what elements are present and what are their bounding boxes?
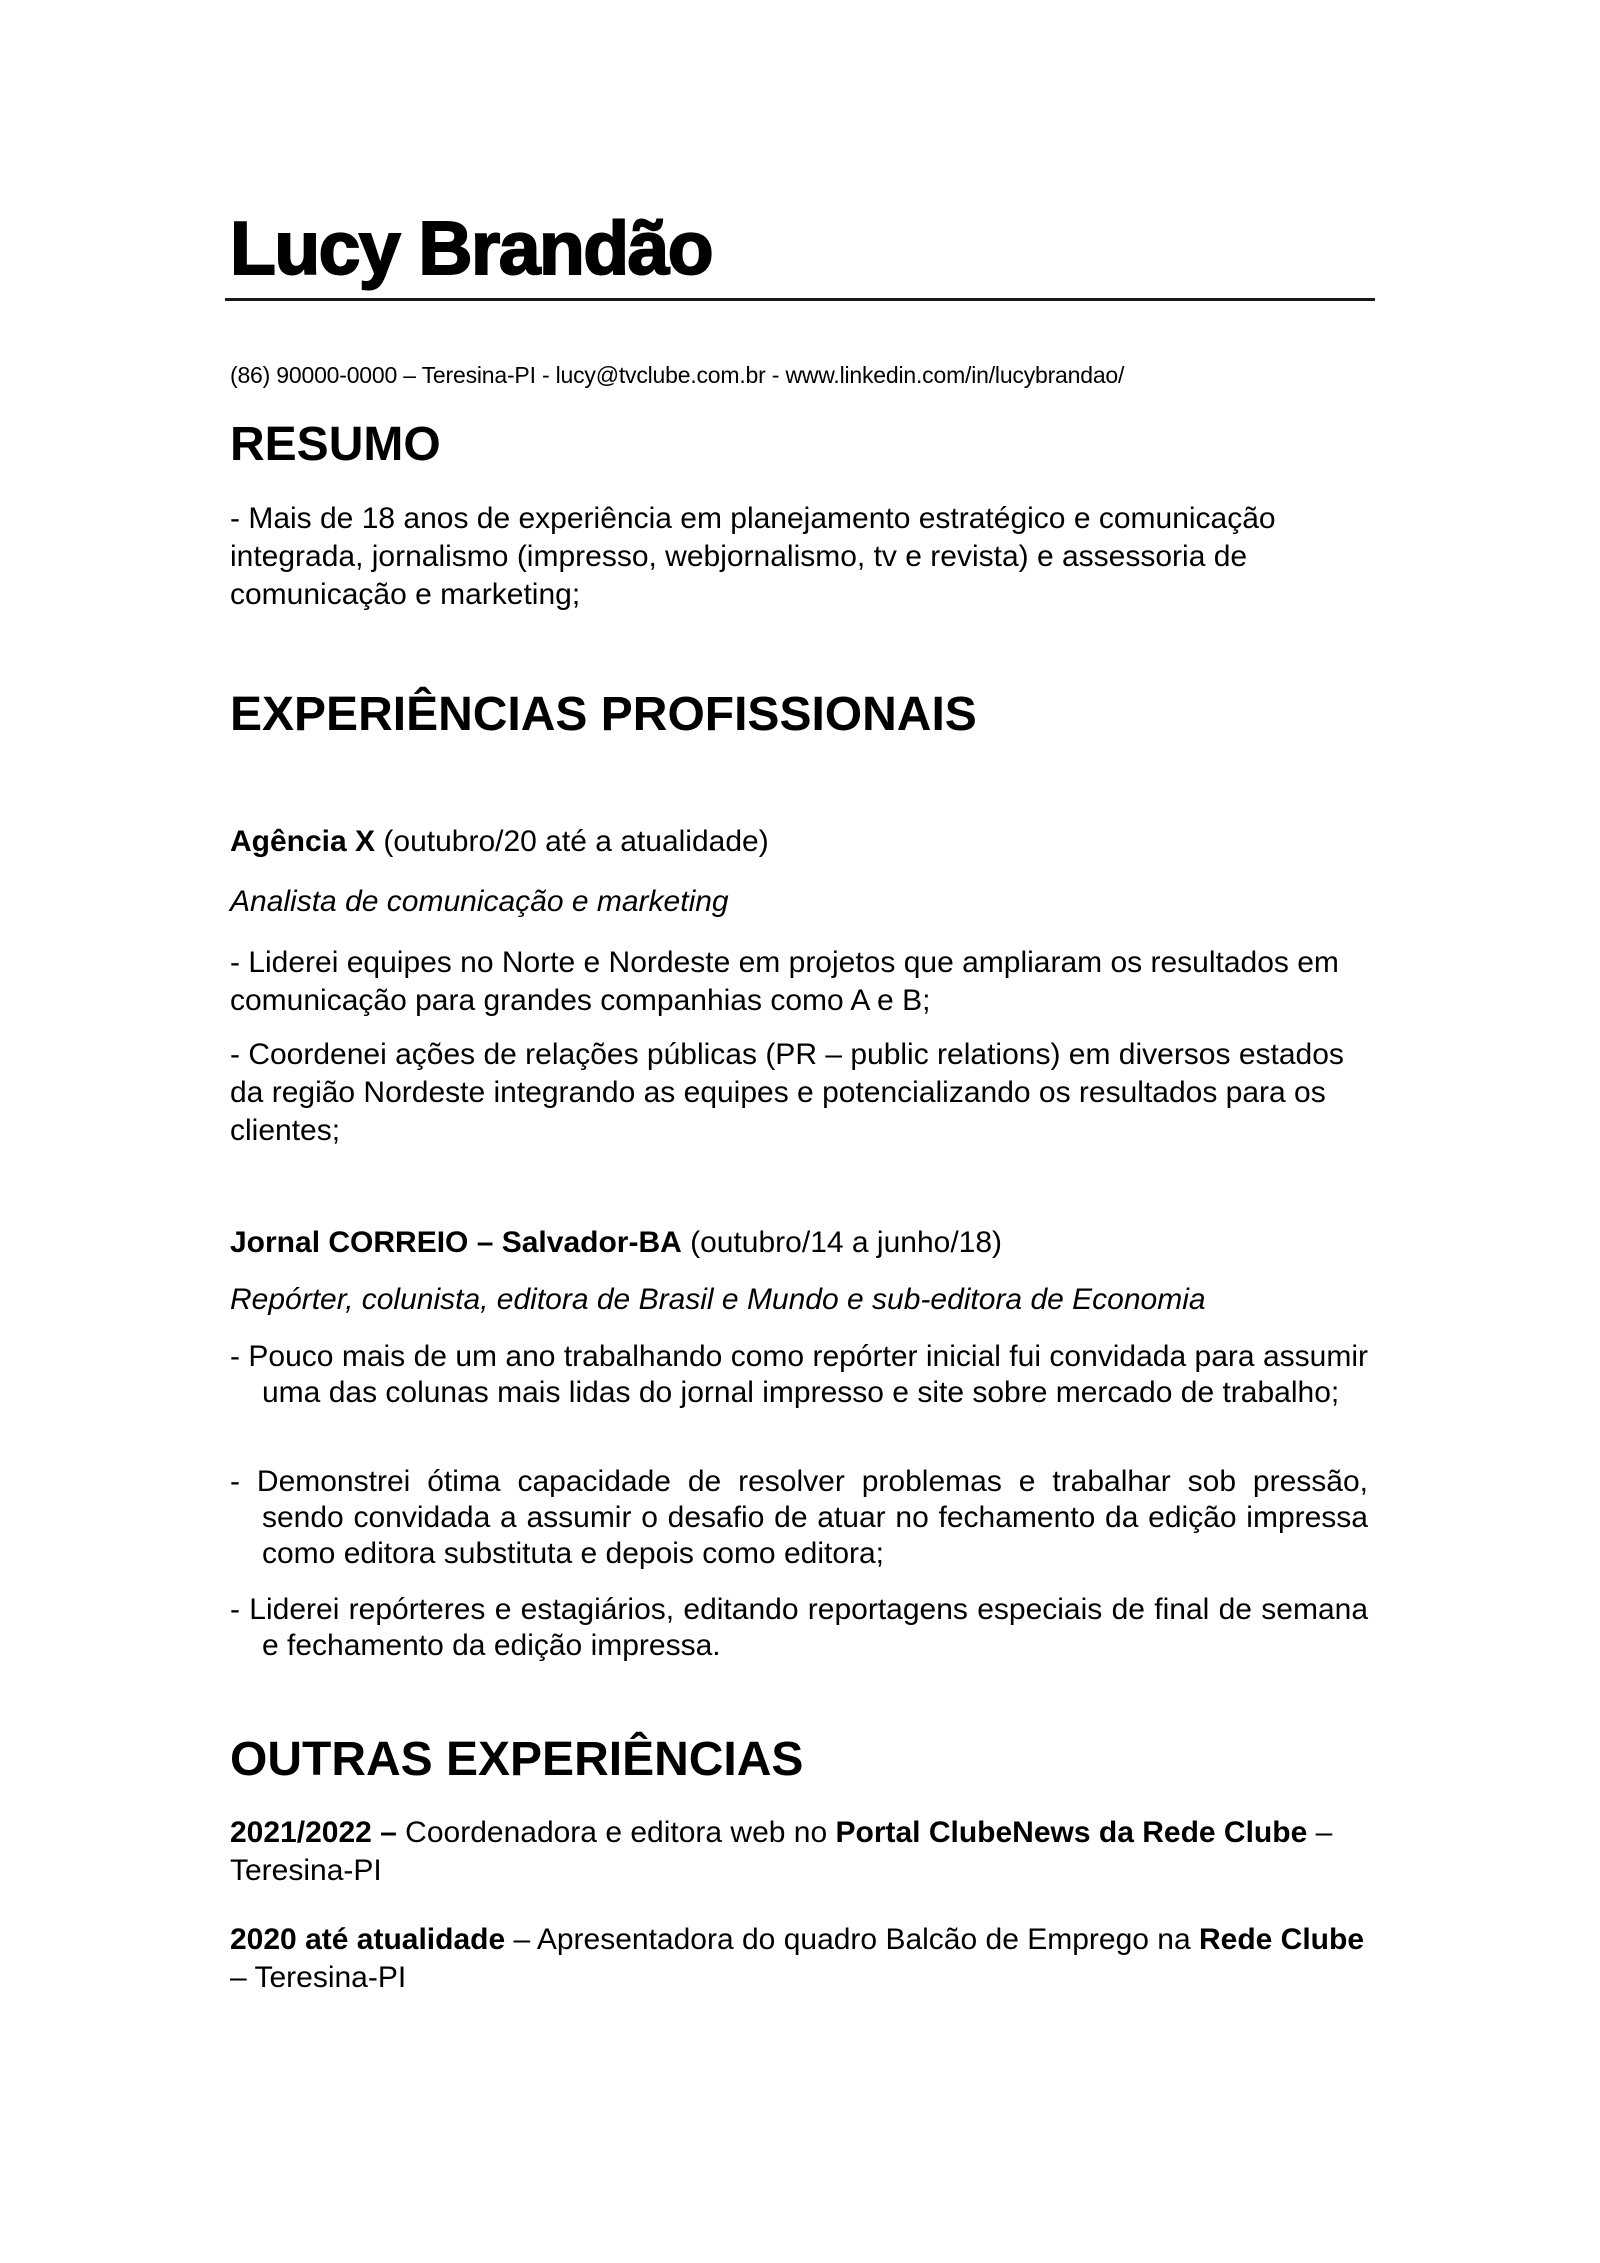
section-title-outras: OUTRAS EXPERIÊNCIAS [230,1733,804,1786]
job-bullet: - Liderei repórteres e estagiários, editando reportagens especiais de final de semana e fechamento da edição impressa. [230,1593,1368,1662]
job-bullet: - Pouco mais de um ano trabalhando como repórter inicial fui convidada para assumir uma das colunas mais lidas do jornal impresso e site sobre mercado de trabalho; [230,1340,1368,1409]
contact-info: (86) 90000-0000 – Teresina-PI - lucy@tvclube.com.br - www.linkedin.com/in/lucybrandao/ [230,362,1125,388]
job-bullet: - Demonstrei ótima capacidade de resolver problemas e trabalhar sob pressão, sendo convidada a assumir o desafio de atuar no fechamento da edição impressa como editora substituta e depois como editora; [230,1465,1368,1570]
resumo-text: - Mais de 18 anos de experiência em planejamento estratégico e comunicação integrada, jornalismo (impresso, webjornalismo, tv e revista) e assessoria de comunicação e marketing; [230,502,1276,611]
other-location: – Teresina-PI [230,1816,1333,1887]
job-bullet: - Liderei equipes no Norte e Nordeste em projetos que ampliaram os resultados em comunicação para grandes companhias como A e B; [230,946,1339,1017]
job-period: (outubro/14 a junho/18) [681,1226,1003,1259]
other-period: 2020 até atualidade [230,1923,506,1956]
other-org: Rede Clube [1198,1923,1365,1956]
job-company: Agência X [230,825,376,858]
job-company: Jornal CORREIO – Salvador-BA [230,1226,682,1259]
other-experience-item [230,1921,1375,1997]
job-bullet: - Coordenei ações de relações públicas (PR – public relations) em diversos estados da região Nordeste integrando as equipes e potencializando os resultados para os clientes; [230,1038,1344,1147]
other-location: – Teresina-PI [230,1961,407,1994]
job-heading [230,823,1375,861]
other-description: Coordenadora e editora web no [396,1816,836,1849]
section-title-resumo: RESUMO [230,418,441,471]
job-role: Analista de comunicação e marketing [230,885,729,918]
other-description: – Apresentadora do quadro Balcão de Emprego na [505,1923,1199,1956]
other-org: Portal ClubeNews da Rede Clube [835,1816,1308,1849]
other-period: 2021/2022 – [230,1816,397,1849]
job-heading [230,1224,1375,1262]
candidate-name: Lucy Brandão [230,206,713,290]
job-period: (outubro/20 até a atualidade) [375,825,769,858]
header-divider [225,298,1375,301]
job-role: Repórter, colunista, editora de Brasil e Mundo e sub-editora de Economia [230,1283,1206,1316]
other-experience-item [230,1814,1350,1890]
section-title-experiencias: EXPERIÊNCIAS PROFISSIONAIS [230,688,977,741]
